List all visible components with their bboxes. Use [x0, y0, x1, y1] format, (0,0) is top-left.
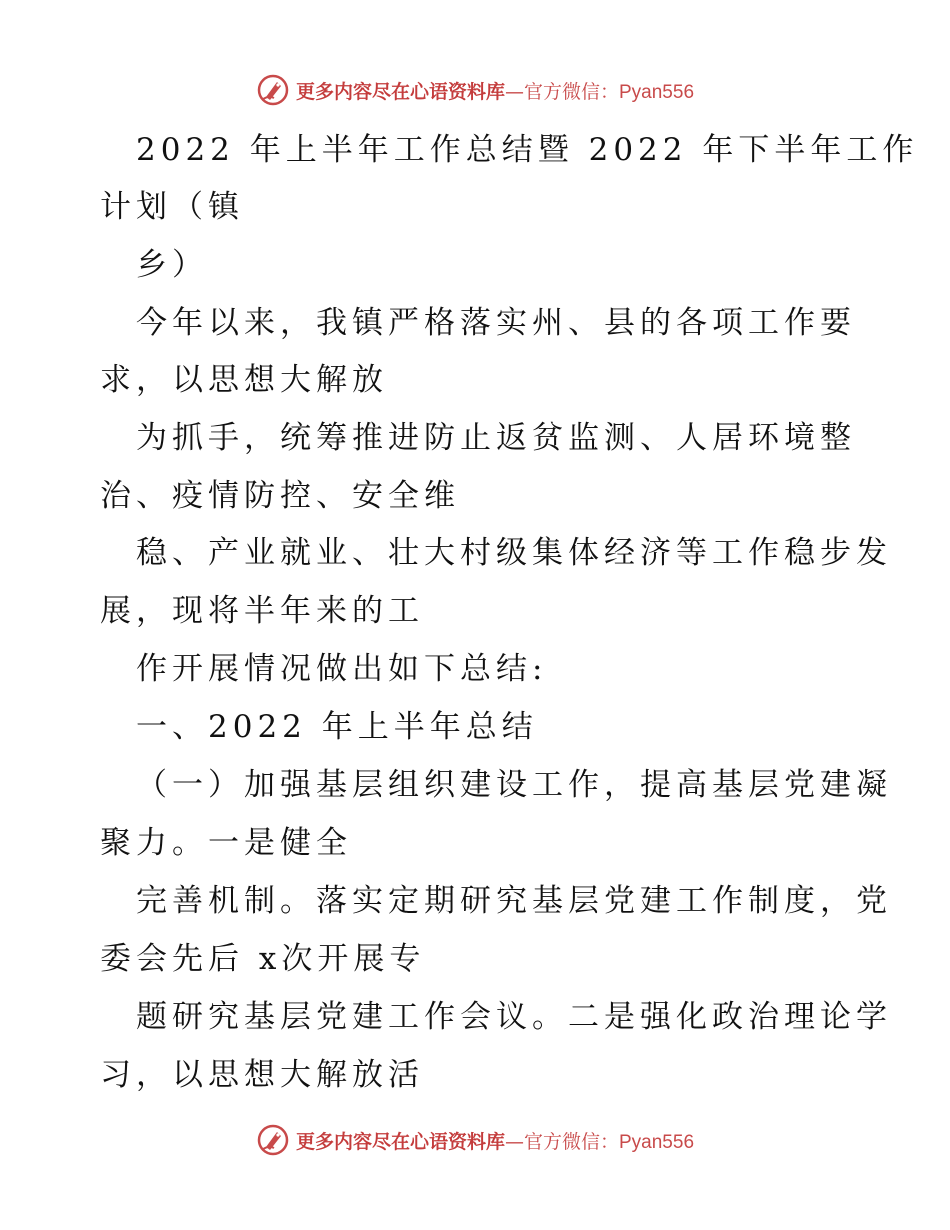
header-separator: — — [504, 80, 524, 103]
paragraph-line: 聚力。一是健全 — [100, 825, 352, 861]
pen-nib-logo-icon — [256, 1123, 290, 1157]
header-contact-id: Pyan556 — [619, 81, 695, 103]
paragraph-line: （一）加强基层组织建设工作，提高基层党建凝 — [136, 767, 892, 803]
paragraph-line: 展，现将半年来的工 — [100, 593, 424, 629]
footer-separator: — — [504, 1130, 524, 1153]
footer-brand-text: 更多内容尽在心语资料库 — [295, 1130, 505, 1153]
footer-contact-id: Pyan556 — [619, 1131, 695, 1153]
pen-nib-logo-icon — [256, 73, 290, 107]
paragraph-line: 2022 年上半年工作总结暨 2022 年下半年工作 — [136, 132, 919, 168]
paragraph-line: 题研究基层党建工作会议。二是强化政治理论学 — [136, 999, 892, 1035]
footer-watermark-banner — [0, 1120, 950, 1160]
footer-contact-label: 官方微信： — [523, 1130, 619, 1153]
paragraph-line: 今年以来，我镇严格落实州、县的各项工作要 — [136, 305, 856, 341]
paragraph-line: 一、2022 年上半年总结 — [136, 709, 538, 745]
paragraph-line: 治、疫情防控、安全维 — [100, 478, 460, 514]
footer-watermark-text — [296, 1127, 694, 1154]
paragraph-line: 习，以思想大解放活 — [100, 1057, 424, 1093]
paragraph-line: 求，以思想大解放 — [100, 362, 388, 398]
header-brand-text: 更多内容尽在心语资料库 — [295, 80, 505, 103]
paragraph-line: 为抓手，统筹推进防止返贫监测、人居环境整 — [136, 420, 856, 456]
header-watermark-banner — [0, 70, 950, 110]
paragraph-line: 作开展情况做出如下总结: — [136, 651, 548, 687]
header-watermark-text — [296, 77, 694, 104]
paragraph-line: 完善机制。落实定期研究基层党建工作制度，党 — [136, 883, 892, 919]
header-contact-label: 官方微信： — [523, 80, 619, 103]
paragraph-line: 乡） — [136, 247, 208, 283]
paragraph-line: 稳、产业就业、壮大村级集体经济等工作稳步发 — [136, 535, 892, 571]
paragraph-line: 委会先后 x次开展专 — [100, 941, 426, 977]
paragraph-line: 计划（镇 — [100, 189, 244, 225]
